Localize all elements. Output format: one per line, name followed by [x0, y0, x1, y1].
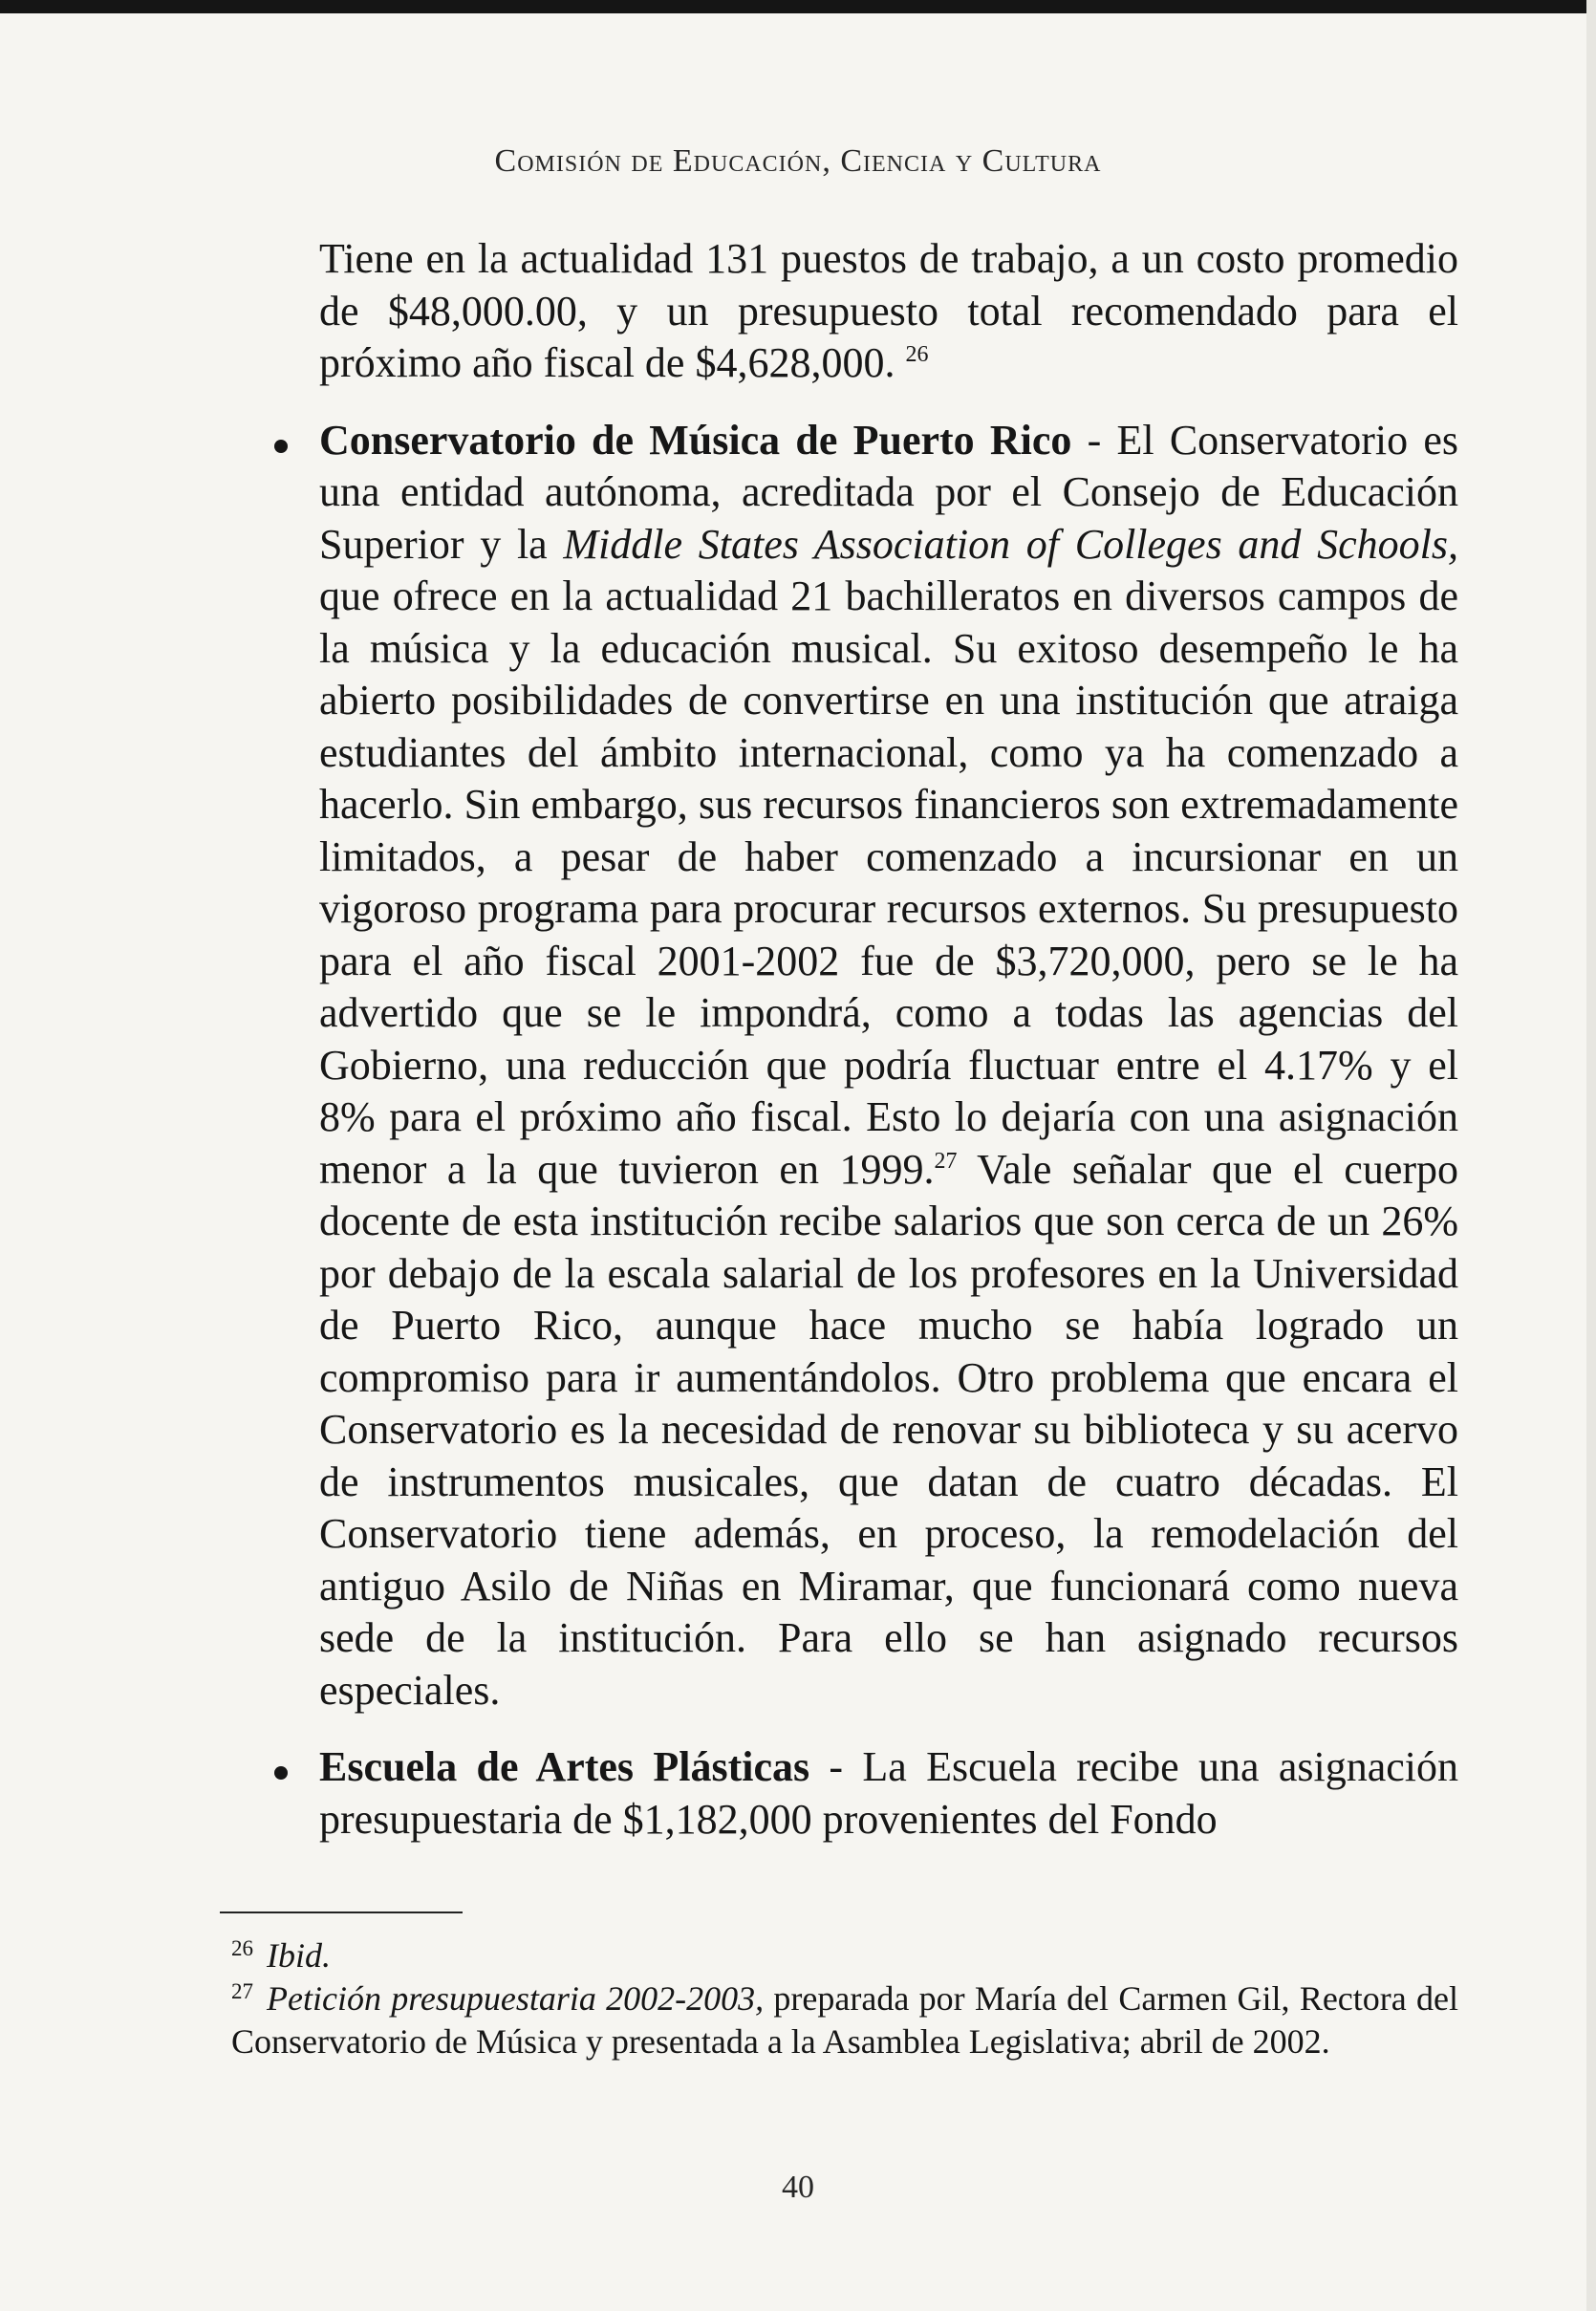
bullet-text-part-1: El Conservatorio es una entidad autónoma, acreditada por el Consejo de Educación Superior y la — [319, 416, 1458, 568]
bullet-heading-escuela: Escuela de Artes Plásticas — [319, 1743, 810, 1790]
bullet-icon — [274, 440, 288, 453]
footnote-number: 26 — [231, 1936, 253, 1960]
footnote-number: 27 — [231, 1979, 253, 2003]
footnote-ref-26: 26 — [905, 342, 929, 367]
bullet-separator: - — [1071, 416, 1117, 464]
page-right-edge — [1586, 0, 1596, 2311]
footnote-26 — [231, 1934, 1458, 1977]
intro-paragraph — [319, 233, 1458, 390]
bullet-separator: - — [809, 1743, 863, 1790]
bullet-icon — [274, 1766, 288, 1780]
bullet-item-conservatorio — [319, 415, 1458, 1717]
footnote-italic: Ibid. — [267, 1936, 331, 1975]
bullet-text-part-1: La Escuela recibe una asignación presupuestaria de $1,182,000 provenientes del Fondo — [319, 1743, 1458, 1843]
bullet-item-escuela — [319, 1741, 1458, 1846]
page-number: 40 — [782, 2170, 814, 2205]
bullet-heading-conservatorio: Conservatorio de Música de Puerto Rico — [319, 416, 1072, 464]
intro-text: Tiene en la actualidad 131 puestos de trabajo, a un costo promedio de $48,000.00, y un presupuesto total recomendado para el próximo año fiscal de $4,628,000. — [319, 235, 1458, 386]
bullet-text-part-3: Vale señalar que el cuerpo docente de esta institución recibe salarios que son cerca de un 26% por debajo de la escala salarial de los profesores en la Universidad de Puerto Rico, aunque hace mucho se había logrado un compromiso para ir aumentándolos. Otro problema que encara el Conservatorio es la necesidad de renovar su biblioteca y su acervo de instrumentos musicales, que datan de cuatro décadas. El Conservatorio tiene además, en proceso, la remodelación del antiguo Asilo de Niñas en Miramar, que funcionará como nueva sede de la institución. Para ello se han asignado recursos especiales. — [319, 1145, 1459, 1714]
footnote-italic: Petición presupuestaria 2002-2003, — [267, 1979, 765, 2018]
bullet-text-escuela — [319, 1741, 1458, 1846]
footnote-text: preparada por María del Carmen Gil, Rectora del Conservatorio de Música y presentada a la Asamblea Legislativa; abril de 2002. — [231, 1979, 1459, 2061]
bullet-text-part-2: que ofrece en la actualidad 21 bachilleratos en diversos campos de la música y la educación musical. Su exitoso desempeño le ha abierto posibilidades de convertirse en una institución que atraiga estudiantes del ámbito internacional, como ya ha comenzado a hacerlo. Sin embargo, sus recursos financieros son extremadamente limitados, a pesar de haber comenzado a incursionar en un vigoroso programa para procurar recursos externos. Su presupuesto para el año fiscal 2001-2002 fue de $3,720,000, pero se le ha advertido que se le impondrá, como a todas las agencias del Gobierno, una reducción que podría fluctuar entre el 4.17% y el 8% para el próximo año fiscal. Esto lo dejaría con una asignación menor a la que tuvieron en 1999. — [319, 572, 1458, 1193]
footnotes — [231, 1934, 1458, 2063]
page-top-edge — [0, 0, 1596, 13]
page-body — [319, 233, 1458, 1846]
footnote-ref-27: 27 — [934, 1148, 958, 1174]
footnote-27 — [231, 1977, 1458, 2063]
running-head: Comisión de Educación, Ciencia y Cultura — [494, 143, 1102, 179]
italic-association-name: Middle States Association of Colleges and Schools, — [563, 520, 1458, 568]
footnote-divider — [220, 1911, 463, 1913]
bullet-text-conservatorio — [319, 415, 1458, 1717]
